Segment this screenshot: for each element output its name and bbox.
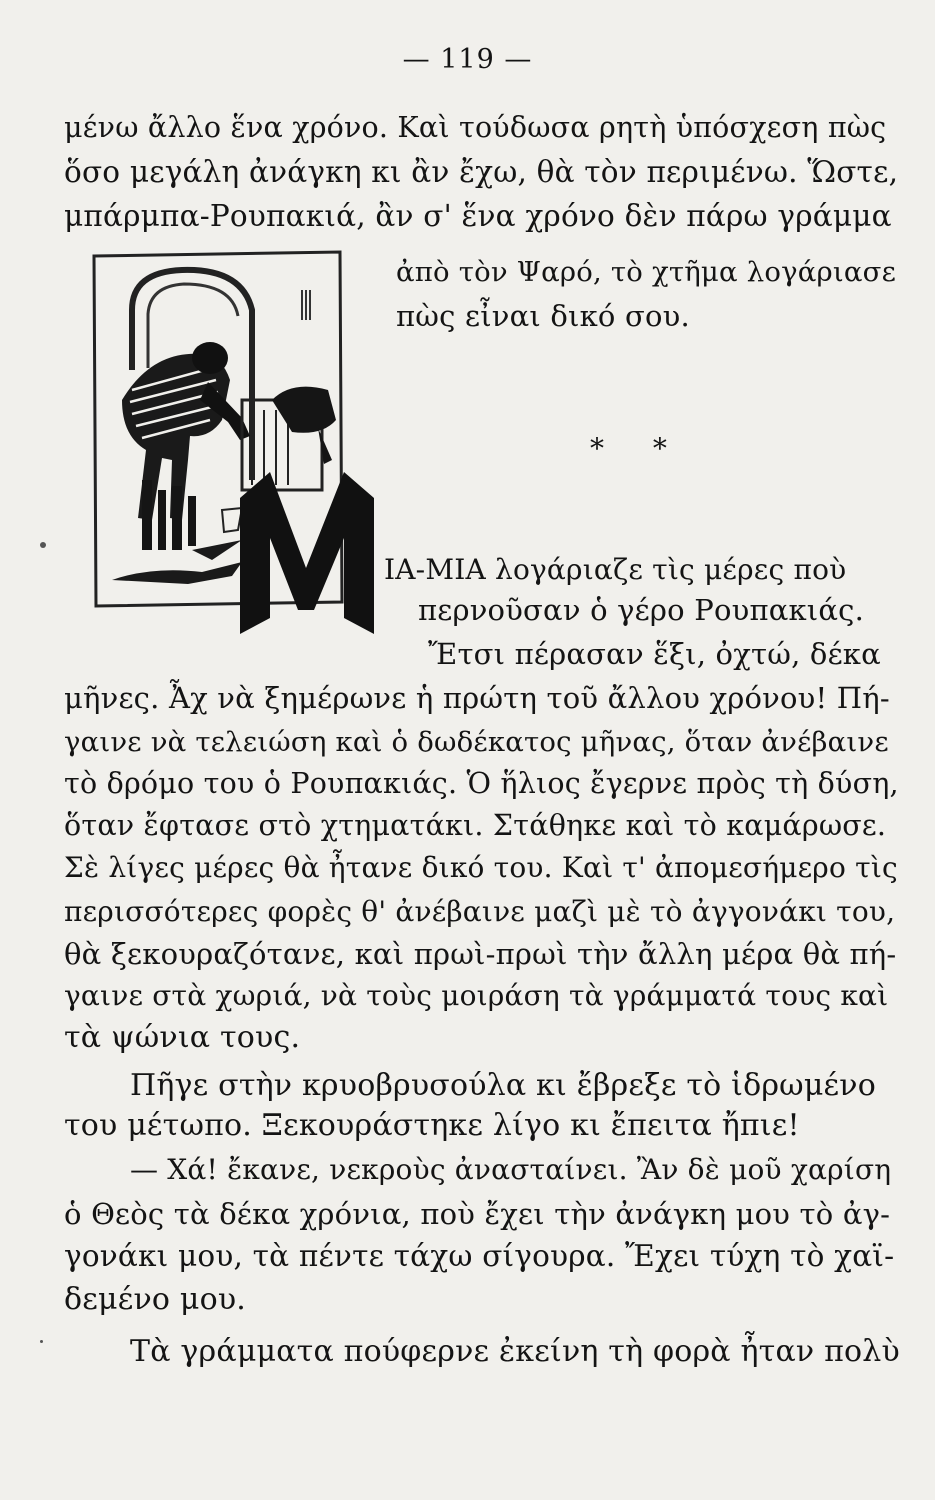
text-line: μένω ἄλλο ἕνα χρόνο. Καὶ τούδωσα ρητὴ ὑπόσχεση πὼς: [64, 111, 887, 144]
text-line: ἀπὸ τὸν Ψαρό, τὸ χτῆμα λογάριασε: [396, 256, 897, 288]
section-ornament: * *: [590, 432, 687, 465]
text-line: ὁ Θεὸς τὰ δέκα χρόνια, ποὺ ἔχει τὴν ἀνάγκη μου τὸ ἀγ-: [64, 1197, 891, 1231]
text-line: Σὲ λίγες μέρες θὰ ἦτανε δικό του. Καὶ τ' ἀπομεσήμερο τὶς: [64, 851, 898, 884]
text-line: Ἔτσι πέρασαν ἕξι, ὀχτώ, δέκα: [428, 637, 881, 671]
text-line: ΙΑ-ΜΙΑ λογάριαζε τὶς μέρες ποὺ: [384, 553, 847, 586]
text-line: περισσότερες φορὲς θ' ἀνέβαινε μαζὶ μὲ τὸ ἀγγονάκι του,: [64, 895, 896, 928]
text-line: ὅσο μεγάλη ἀνάγκη κι ἂν ἔχω, θὰ τὸν περιμένω. Ὥστε,: [64, 155, 899, 189]
text-line: θὰ ξεκουραζότανε, καὶ πρωὶ-πρωὶ τὴν ἄλλη μέρα θὰ πή-: [64, 937, 897, 971]
text-line: μπάρμπα-Ρουπακιά, ἂν σ' ἕνα χρόνο δὲν πάρω γράμμα: [64, 199, 892, 233]
text-line: — Χά! ἔκανε, νεκροὺς ἀνασταίνει. Ἂν δὲ μοῦ χαρίση: [130, 1153, 892, 1186]
text-line: μῆνες. Ἆχ νὰ ξημέρωνε ἡ πρώτη τοῦ ἄλλου χρόνου! Πή-: [64, 681, 890, 715]
paper-speck: [40, 542, 46, 548]
text-line: τὰ ψώνια τους.: [64, 1020, 301, 1055]
text-line: περνοῦσαν ὁ γέρο Ρουπακιάς.: [418, 593, 865, 627]
text-line: πὼς εἶναι δικό σου.: [396, 299, 690, 333]
text-line: Τὰ γράμματα πούφερνε ἐκείνη τὴ φορὰ ἦταν πολὺ: [130, 1334, 900, 1369]
text-line: Πῆγε στὴν κρυοβρυσούλα κι ἔβρεξε τὸ ἱδρωμένο: [130, 1068, 876, 1103]
text-line: γονάκι μου, τὰ πέντε τάχω σίγουρα. Ἔχει τύχη τὸ χαϊ-: [64, 1239, 895, 1273]
text-line: τὸ δρόμο του ὁ Ρουπακιάς. Ὁ ἥλιος ἔγερνε πρὸς τὴ δύση,: [64, 767, 899, 800]
page-number: — 119 —: [402, 44, 533, 75]
drop-cap-letter-m-icon: [232, 468, 382, 638]
text-line: ὅταν ἔφτασε στὸ χτηματάκι. Στάθηκε καὶ τὸ καμάρωσε.: [64, 809, 887, 842]
text-line: δεμένο μου.: [64, 1282, 247, 1317]
text-line: γαινε στὰ χωριά, νὰ τοὺς μοιράση τὰ γράμματά τους καὶ: [64, 979, 889, 1012]
text-line: γαινε νὰ τελειώση καὶ ὁ δωδέκατος μῆνας, ὅταν ἀνέβαινε: [64, 726, 889, 758]
paper-speck: [40, 1340, 43, 1343]
text-line: του μέτωπο. Ξεκουράστηκε λίγο κι ἔπειτα ἤπιε!: [64, 1108, 800, 1143]
